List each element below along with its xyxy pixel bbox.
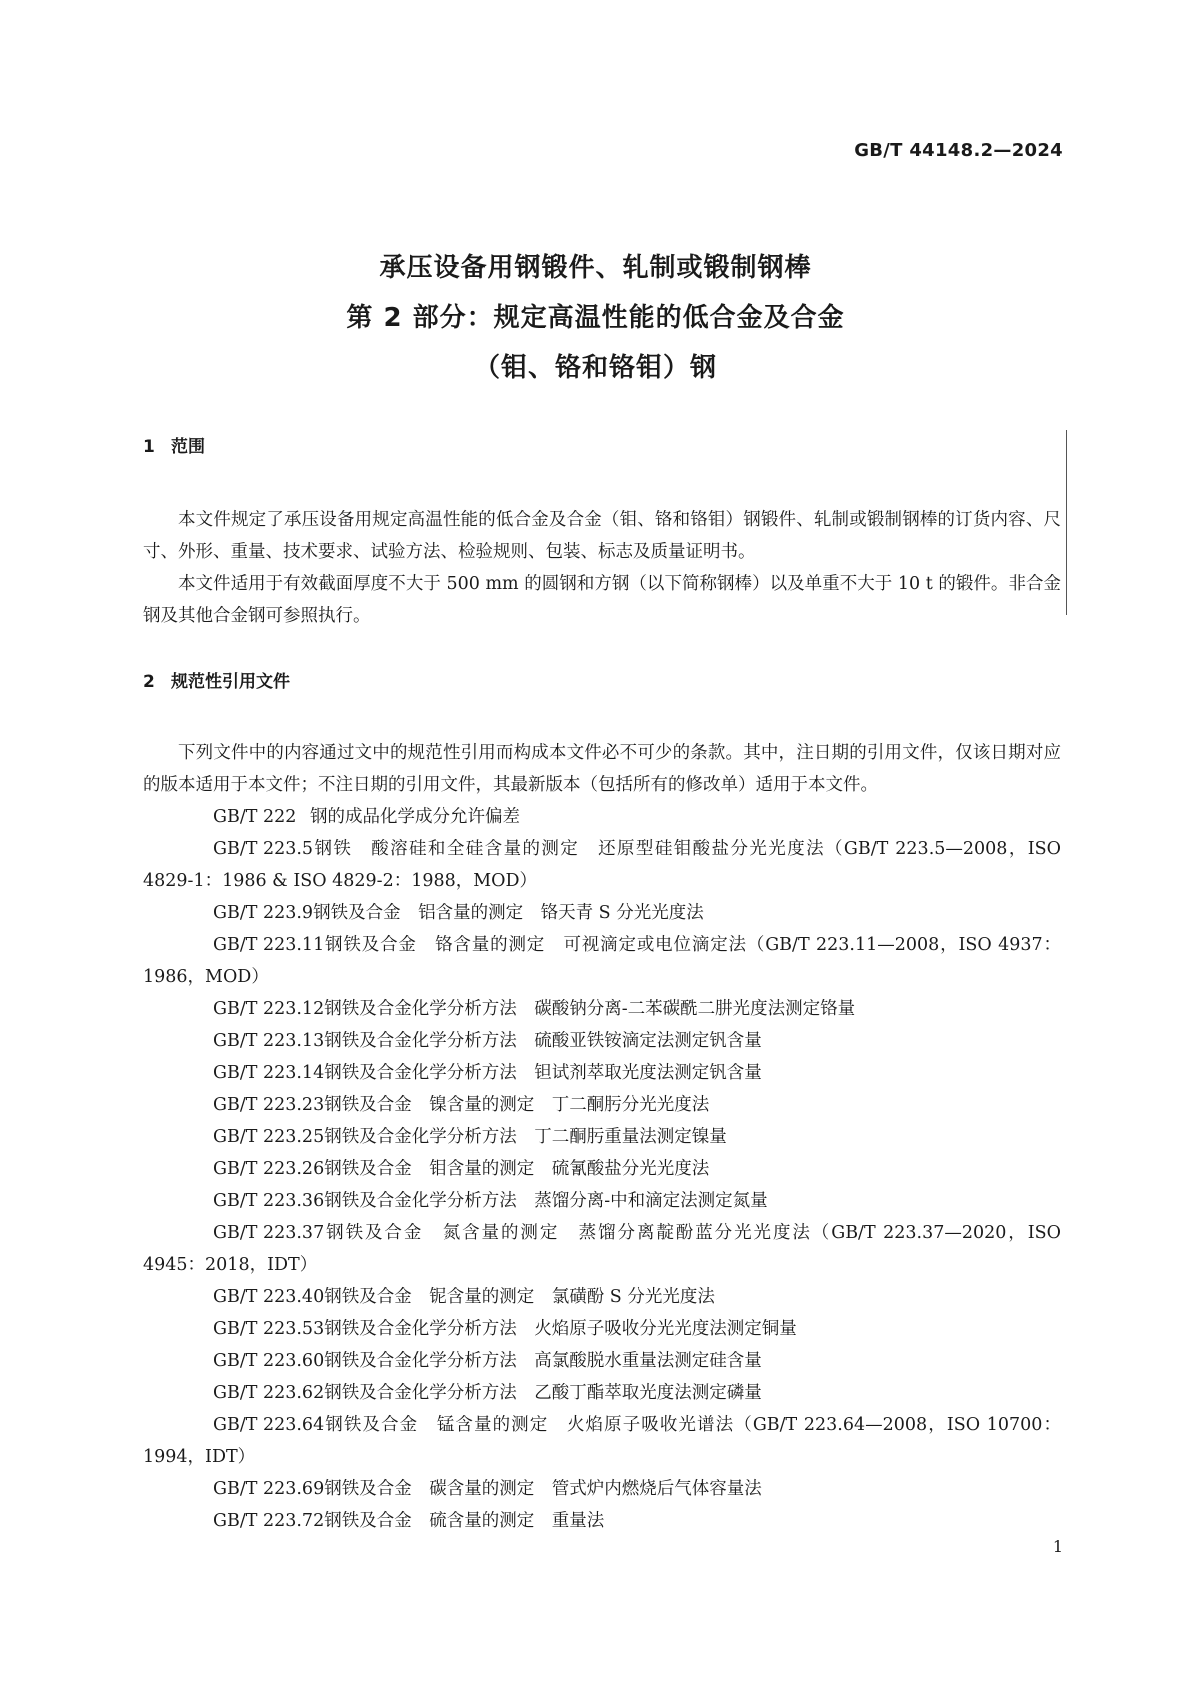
reference-entry [143,1121,1061,1153]
reference-code: GB/T 223.69 [213,1479,325,1499]
reference-title: 钢铁及合金化学分析方法 丁二酮肟重量法测定镍量 [324,1127,727,1147]
reference-title: 钢铁及合金 硫含量的测定 重量法 [324,1511,605,1531]
reference-entry [143,897,1061,929]
reference-entry [143,1505,1061,1537]
reference-code: GB/T 223.64 [213,1415,325,1435]
reference-title: 钢铁及合金 氮含量的测定 蒸馏分离靛酚蓝分光光度法（GB/T 223.37—2020，ISO 4945：2018，IDT） [143,1223,1061,1275]
reference-title: 钢铁及合金 镍含量的测定 丁二酮肟分光光度法 [324,1095,710,1115]
reference-entry [143,1409,1061,1473]
reference-code: GB/T 223.13 [213,1031,325,1051]
reference-entry [143,993,1061,1025]
reference-code: GB/T 223.53 [213,1319,325,1339]
section-1-heading [143,432,1061,462]
reference-code: GB/T 223.11 [213,935,325,955]
reference-title: 钢铁及合金 铬含量的测定 可视滴定或电位滴定法（GB/T 223.11—2008，ISO 4937：1986，MOD） [143,935,1061,987]
main-content [143,432,1061,1537]
reference-title: 钢铁及合金化学分析方法 硫酸亚铁铵滴定法测定钒含量 [324,1031,762,1051]
reference-title: 钢的成品化学成分允许偏差 [310,807,520,827]
reference-entry [143,1025,1061,1057]
reference-code: GB/T 223.23 [213,1095,325,1115]
reference-title: 钢铁及合金化学分析方法 碳酸钠分离-二苯碳酰二肼光度法测定铬量 [324,999,856,1019]
reference-title: 钢铁及合金化学分析方法 火焰原子吸收分光光度法测定铜量 [324,1319,797,1339]
scope-paragraph-2: 本文件适用于有效截面厚度不大于 500 mm 的圆钢和方钢（以下简称钢棒）以及单重不大于 10 t 的锻件。非合金钢及其他合金钢可参照执行。 [143,574,1061,626]
reference-title: 钢铁及合金化学分析方法 蒸馏分离-中和滴定法测定氮量 [324,1191,768,1211]
reference-entry [143,1473,1061,1505]
reference-entry [143,1057,1061,1089]
reference-title: 钢铁 酸溶硅和全硅含量的测定 还原型硅钼酸盐分光光度法（GB/T 223.5—2008，ISO 4829-1：1986 & ISO 4829-2：1988，MOD） [143,839,1061,891]
reference-entry [143,801,1061,833]
section-2-number: 2 [143,672,155,692]
reference-title: 钢铁及合金化学分析方法 钽试剂萃取光度法测定钒含量 [324,1063,762,1083]
reference-code: GB/T 223.36 [213,1191,325,1211]
reference-code: GB/T 223.26 [213,1159,325,1179]
title-line-3: （钼、铬和铬钼）钢 [473,353,717,383]
references-intro: 下列文件中的内容通过文中的规范性引用而构成本文件必不可少的条款。其中，注日期的引用文件，仅该日期对应的版本适用于本文件；不注日期的引用文件，其最新版本（包括所有的修改单）适用于本文件。 [143,743,1061,795]
reference-code: GB/T 223.72 [213,1511,325,1531]
reference-title: 钢铁及合金 铌含量的测定 氯磺酚 S 分光光度法 [324,1287,715,1307]
standard-code: GB/T 44148.2—2024 [854,140,1063,161]
reference-code: GB/T 223.62 [213,1383,325,1403]
reference-title: 钢铁及合金化学分析方法 高氯酸脱水重量法测定硅含量 [324,1351,762,1371]
reference-entry [143,1185,1061,1217]
section-2-title: 规范性引用文件 [171,672,290,692]
document-title [0,243,1191,393]
reference-entry [143,1089,1061,1121]
page-number: 1 [1052,1537,1063,1556]
reference-list [143,801,1061,1537]
reference-entry [143,929,1061,993]
reference-entry [143,1377,1061,1409]
reference-title: 钢铁及合金 锰含量的测定 火焰原子吸收光谱法（GB/T 223.64—2008，ISO 10700：1994，IDT） [143,1415,1061,1467]
section-1-number: 1 [143,437,155,457]
reference-title: 钢铁及合金 钼含量的测定 硫氰酸盐分光光度法 [324,1159,710,1179]
reference-code: GB/T 223.9 [213,903,314,923]
section-1-title: 范围 [171,437,205,457]
reference-title: 钢铁及合金化学分析方法 乙酸丁酯萃取光度法测定磷量 [324,1383,762,1403]
scope-paragraph-1: 本文件规定了承压设备用规定高温性能的低合金及合金（钼、铬和铬钼）钢锻件、轧制或锻制钢棒的订货内容、尺寸、外形、重量、技术要求、试验方法、检验规则、包装、标志及质量证明书。 [143,510,1061,562]
reference-code: GB/T 223.40 [213,1287,325,1307]
reference-code: GB/T 222 [213,807,297,827]
reference-code: GB/T 223.14 [213,1063,325,1083]
reference-entry [143,833,1061,897]
margin-rule [1066,430,1067,615]
reference-code: GB/T 223.5 [213,839,314,859]
reference-entry [143,1281,1061,1313]
title-line-1: 承压设备用钢锻件、轧制或锻制钢棒 [379,253,812,283]
reference-entry [143,1313,1061,1345]
title-line-2: 第 2 部分：规定高温性能的低合金及合金 [346,303,845,333]
reference-title: 钢铁及合金 碳含量的测定 管式炉内燃烧后气体容量法 [324,1479,762,1499]
reference-entry [143,1153,1061,1185]
section-2-heading [143,667,1061,697]
reference-entry [143,1345,1061,1377]
reference-title: 钢铁及合金 铝含量的测定 铬天青 S 分光光度法 [313,903,704,923]
reference-entry [143,1217,1061,1281]
reference-code: GB/T 223.37 [213,1223,325,1243]
reference-code: GB/T 223.60 [213,1351,325,1371]
reference-code: GB/T 223.12 [213,999,325,1019]
reference-code: GB/T 223.25 [213,1127,325,1147]
